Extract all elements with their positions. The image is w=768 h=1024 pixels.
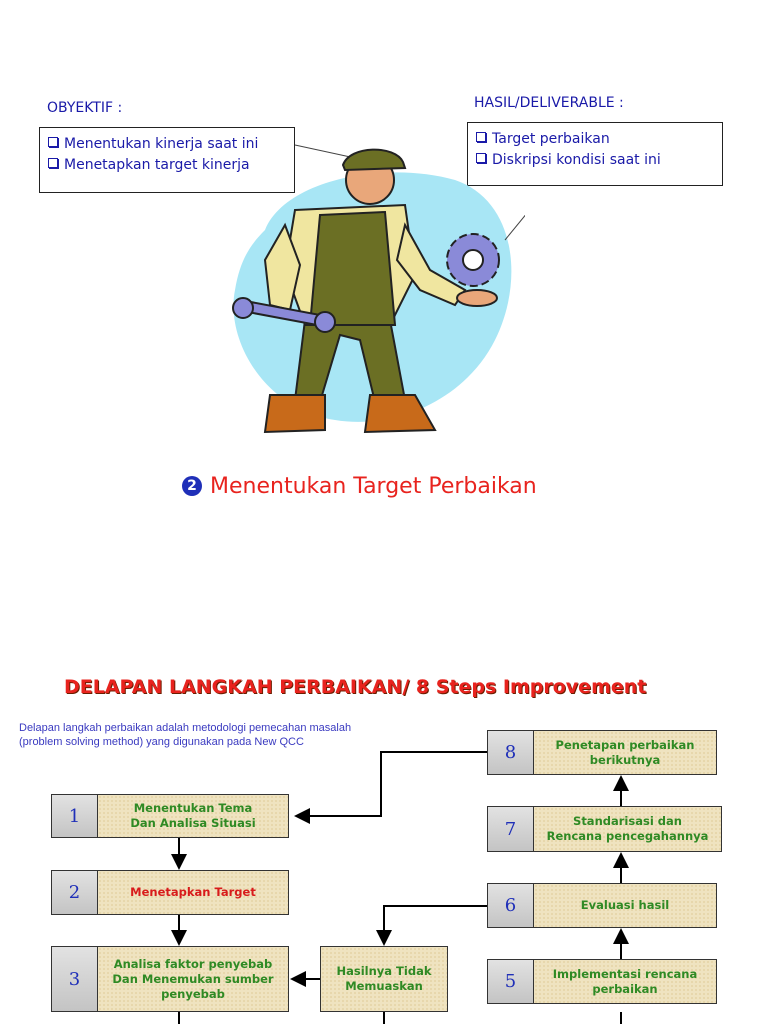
objective-item: Menentukan kinerja saat ini xyxy=(48,134,286,155)
step-number: 5 xyxy=(488,960,534,1003)
objective-item: Menetapkan target kinerja xyxy=(48,155,286,176)
slide-subtitle: 2 Menentukan Target Perbaikan xyxy=(182,474,537,499)
step-label: Standarisasi dan Rencana pencegahannya xyxy=(534,807,721,851)
step-2 xyxy=(51,870,289,915)
step-label: Menetapkan Target xyxy=(98,871,288,914)
step-5 xyxy=(487,959,717,1004)
step-number: 7 xyxy=(488,807,534,851)
deliverable-item: Diskripsi kondisi saat ini xyxy=(476,150,714,171)
step-number: 1 xyxy=(52,795,98,837)
step-1 xyxy=(51,794,289,838)
step-label: Evaluasi hasil xyxy=(534,884,716,927)
step-8 xyxy=(487,730,717,775)
step-3 xyxy=(51,946,289,1012)
step-label: Penetapan perbaikan berikutnya xyxy=(534,731,716,774)
step-label: Analisa faktor penyebab Dan Menemukan sumber penyebab xyxy=(98,947,288,1011)
unsatisfied-result-box: Hasilnya Tidak Memuaskan xyxy=(320,946,448,1012)
step-label: Menentukan Tema Dan Analisa Situasi xyxy=(98,795,288,837)
step-number: 2 xyxy=(52,871,98,914)
step-6 xyxy=(487,883,717,928)
slide-description: Delapan langkah perbaikan adalah metodologi pemecahan masalah (problem solving method) yang digunakan pada New QCC xyxy=(19,722,352,748)
deliverable-label: HASIL/DELIVERABLE : xyxy=(474,95,624,111)
step-number: 3 xyxy=(52,947,98,1011)
deliverable-item: Target perbaikan xyxy=(476,129,714,150)
step-number: 8 xyxy=(488,731,534,774)
step-7 xyxy=(487,806,722,852)
objective-label: OBYEKTIF : xyxy=(47,100,123,116)
step-number: 6 xyxy=(488,884,534,927)
step-label: Implementasi rencana perbaikan xyxy=(534,960,716,1003)
slide-title: DELAPAN LANGKAH PERBAIKAN/ 8 Steps Improvement xyxy=(64,676,647,698)
step-number-badge: 2 xyxy=(182,476,202,496)
